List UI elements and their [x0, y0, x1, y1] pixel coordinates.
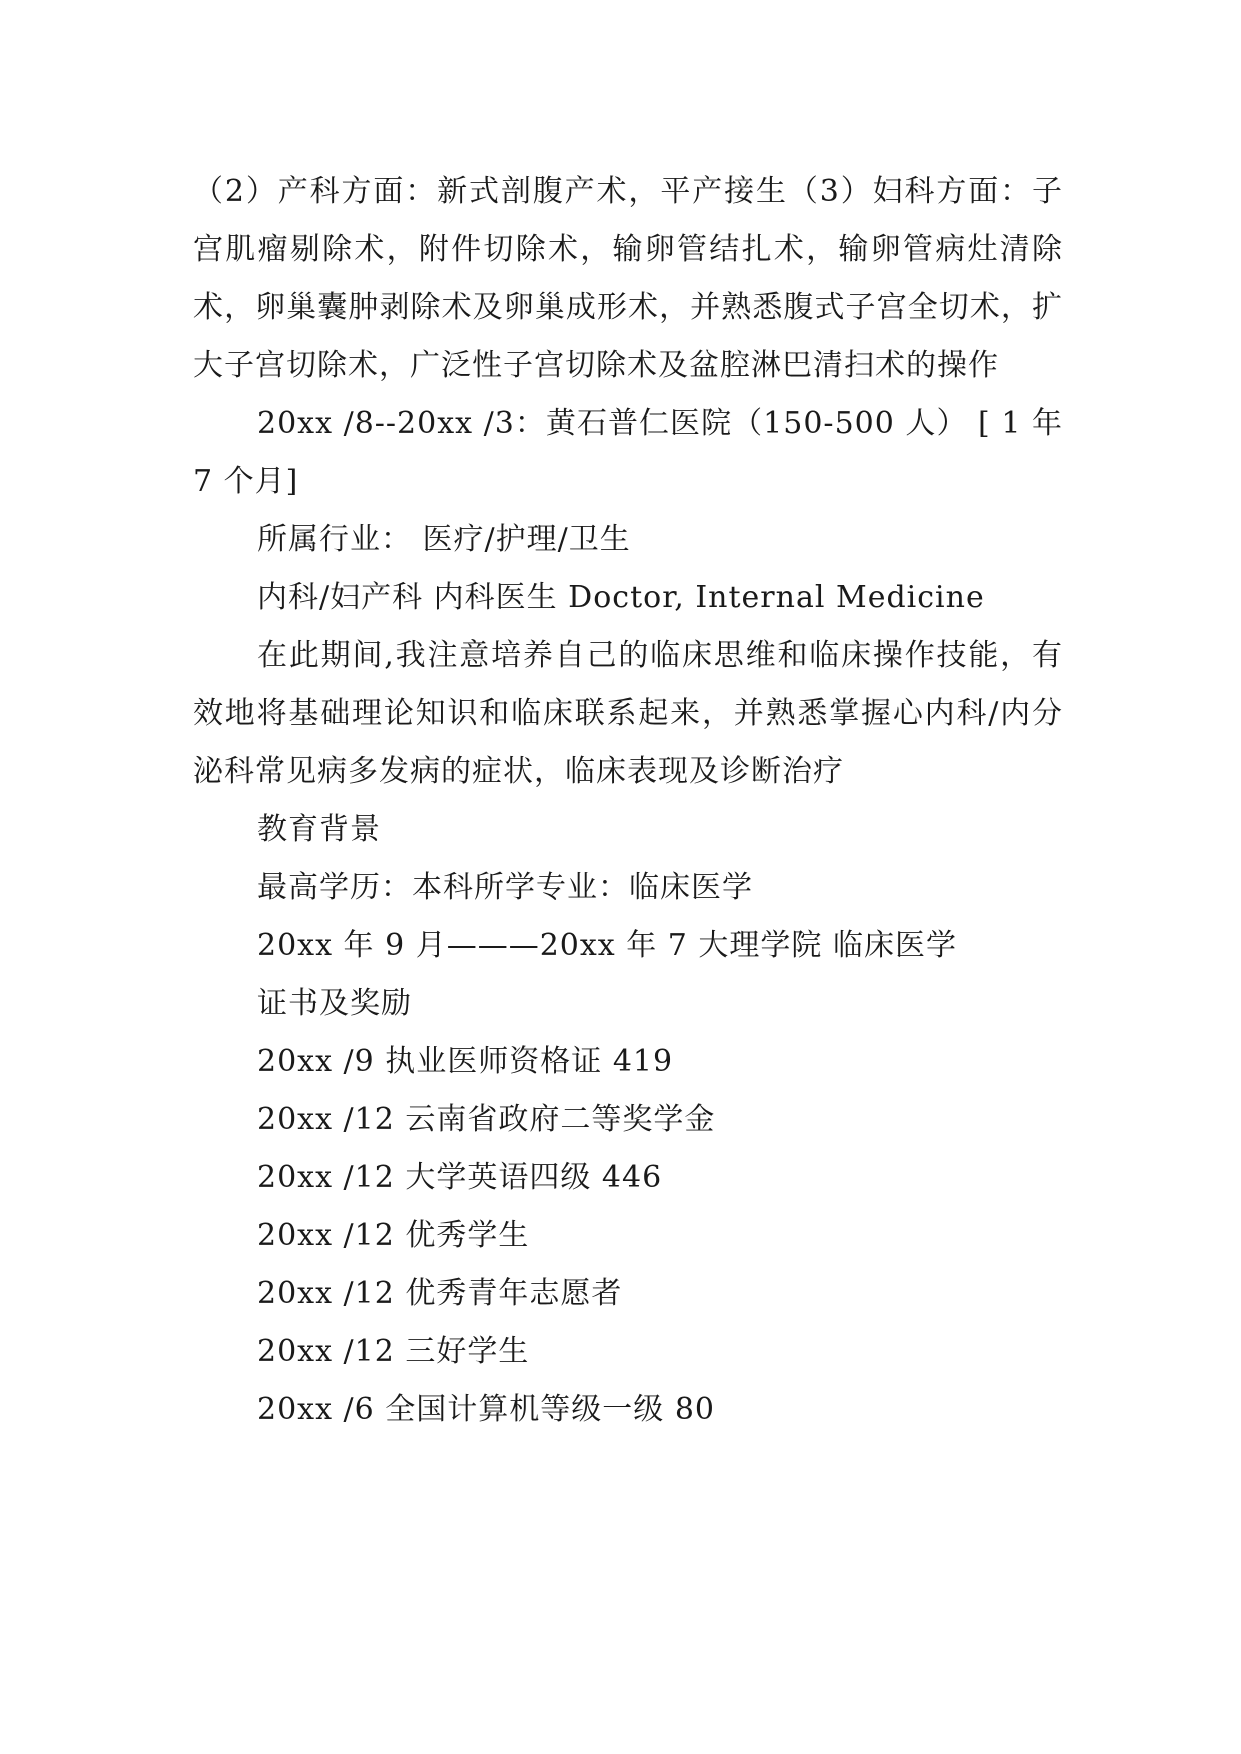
certificate-item: 20xx /12 大学英语四级 446	[257, 1160, 663, 1195]
job-industry: 所属行业： 医疗/护理/卫生	[257, 522, 631, 557]
certificate-item: 20xx /9 执业医师资格证 419	[257, 1044, 674, 1079]
certificate-item: 20xx /12 三好学生	[257, 1334, 530, 1369]
job-position: 内科/妇产科 内科医生 Doctor, Internal Medicine	[257, 580, 985, 615]
certificate-item: 20xx /12 优秀学生	[257, 1218, 530, 1253]
certificates-heading: 证书及奖励	[257, 986, 412, 1021]
education-period: 20xx 年 9 月———20xx 年 7 大理学院 临床医学	[257, 928, 957, 963]
job-description: 在此期间,我注意培养自己的临床思维和临床操作技能，有效地将基础理论知识和临床联系起来，并熟悉掌握心内科/内分泌科常见病多发病的症状，临床表现及诊断治疗	[193, 638, 1063, 789]
work-detail-paragraph: （2）产科方面：新式剖腹产术，平产接生（3）妇科方面：子宫肌瘤剔除术，附件切除术，输卵管结扎术，输卵管病灶清除术，卵巢囊肿剥除术及卵巢成形术，并熟悉腹式子宫全切术，扩大子宫切除术，广泛性子宫切除术及盆腔淋巴清扫术的操作	[193, 174, 1063, 383]
job-period: 20xx /8--20xx /3：黄石普仁医院（150-500 人） [ 1 年 7 个月]	[193, 406, 1063, 499]
education-heading: 教育背景	[257, 812, 381, 847]
document-body	[193, 163, 1063, 1439]
certificate-item: 20xx /6 全国计算机等级一级 80	[257, 1392, 715, 1427]
certificate-item: 20xx /12 优秀青年志愿者	[257, 1276, 623, 1311]
education-degree: 最高学历：本科所学专业：临床医学	[257, 870, 753, 905]
certificate-item: 20xx /12 云南省政府二等奖学金	[257, 1102, 716, 1137]
